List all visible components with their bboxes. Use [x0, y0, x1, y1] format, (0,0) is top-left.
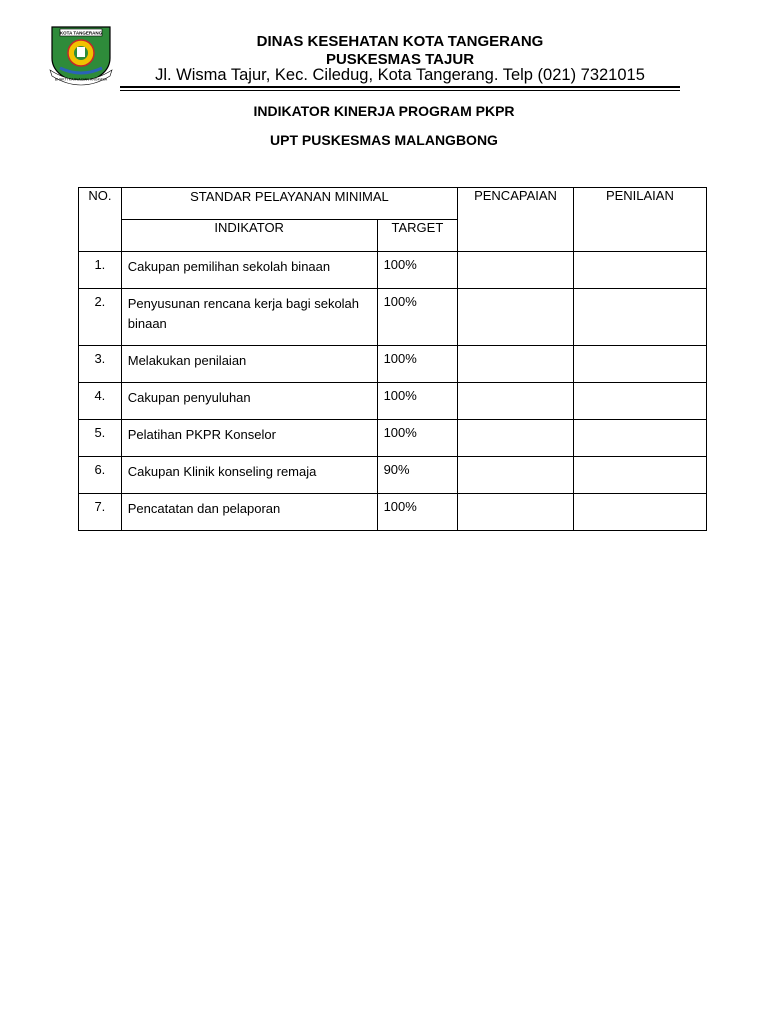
row-penilaian	[573, 457, 706, 494]
unit-name: PUSKESMAS TAJUR	[325, 51, 475, 68]
row-penilaian	[573, 383, 706, 420]
row-no: 6.	[79, 457, 122, 494]
table-row	[79, 420, 707, 457]
logo-top-text: KOTA TANGERANG	[59, 30, 103, 36]
row-indikator: Melakukan penilaian	[121, 346, 377, 383]
document-subtitle: UPT PUSKESMAS MALANGBONG	[270, 132, 498, 148]
row-penilaian	[573, 346, 706, 383]
row-no: 1.	[79, 252, 122, 289]
row-no: 5.	[79, 420, 122, 457]
row-pencapaian	[458, 457, 574, 494]
row-target: 100%	[377, 346, 458, 383]
row-target: 100%	[377, 420, 458, 457]
table-row	[79, 457, 707, 494]
row-indikator: Pencatatan dan pelaporan	[121, 494, 377, 531]
row-no: 7.	[79, 494, 122, 531]
table-row	[79, 383, 707, 420]
header-rule-thick	[120, 86, 680, 88]
row-penilaian	[573, 252, 706, 289]
table-row	[79, 289, 707, 346]
row-no: 2.	[79, 289, 122, 346]
address: Jl. Wisma Tajur, Kec. Ciledug, Kota Tangerang. Telp (021) 7321015	[155, 66, 645, 84]
col-header-pencapaian: PENCAPAIAN	[458, 188, 574, 252]
row-pencapaian	[458, 494, 574, 531]
logo-motto: BHAKTI KARYA DAN ANGKASA	[54, 77, 108, 82]
table-row	[79, 494, 707, 531]
row-pencapaian	[458, 346, 574, 383]
row-indikator: Penyusunan rencana kerja bagi sekolah binaan	[121, 289, 377, 346]
row-indikator: Cakupan pemilihan sekolah binaan	[121, 252, 377, 289]
row-pencapaian	[458, 420, 574, 457]
row-indikator: Cakupan penyuluhan	[121, 383, 377, 420]
table-row	[79, 252, 707, 289]
row-pencapaian	[458, 289, 574, 346]
col-header-penilaian: PENILAIAN	[573, 188, 706, 252]
row-target: 100%	[377, 383, 458, 420]
row-penilaian	[573, 289, 706, 346]
row-target: 100%	[377, 494, 458, 531]
row-indikator: Cakupan Klinik konseling remaja	[121, 457, 377, 494]
document-title: INDIKATOR KINERJA PROGRAM PKPR	[253, 103, 515, 119]
row-target: 90%	[377, 457, 458, 494]
row-target: 100%	[377, 289, 458, 346]
row-penilaian	[573, 494, 706, 531]
indicator-table	[78, 187, 707, 531]
row-penilaian	[573, 420, 706, 457]
col-header-spm: STANDAR PELAYANAN MINIMAL	[121, 188, 457, 220]
org-name: DINAS KESEHATAN KOTA TANGERANG	[256, 33, 544, 50]
row-indikator: Pelatihan PKPR Konselor	[121, 420, 377, 457]
header-rule-thin	[120, 90, 680, 91]
col-header-no: NO.	[79, 188, 122, 252]
table-row	[79, 346, 707, 383]
col-header-target: TARGET	[377, 220, 458, 252]
row-no: 4.	[79, 383, 122, 420]
row-pencapaian	[458, 383, 574, 420]
row-pencapaian	[458, 252, 574, 289]
col-header-indikator: INDIKATOR	[121, 220, 377, 252]
row-no: 3.	[79, 346, 122, 383]
row-target: 100%	[377, 252, 458, 289]
